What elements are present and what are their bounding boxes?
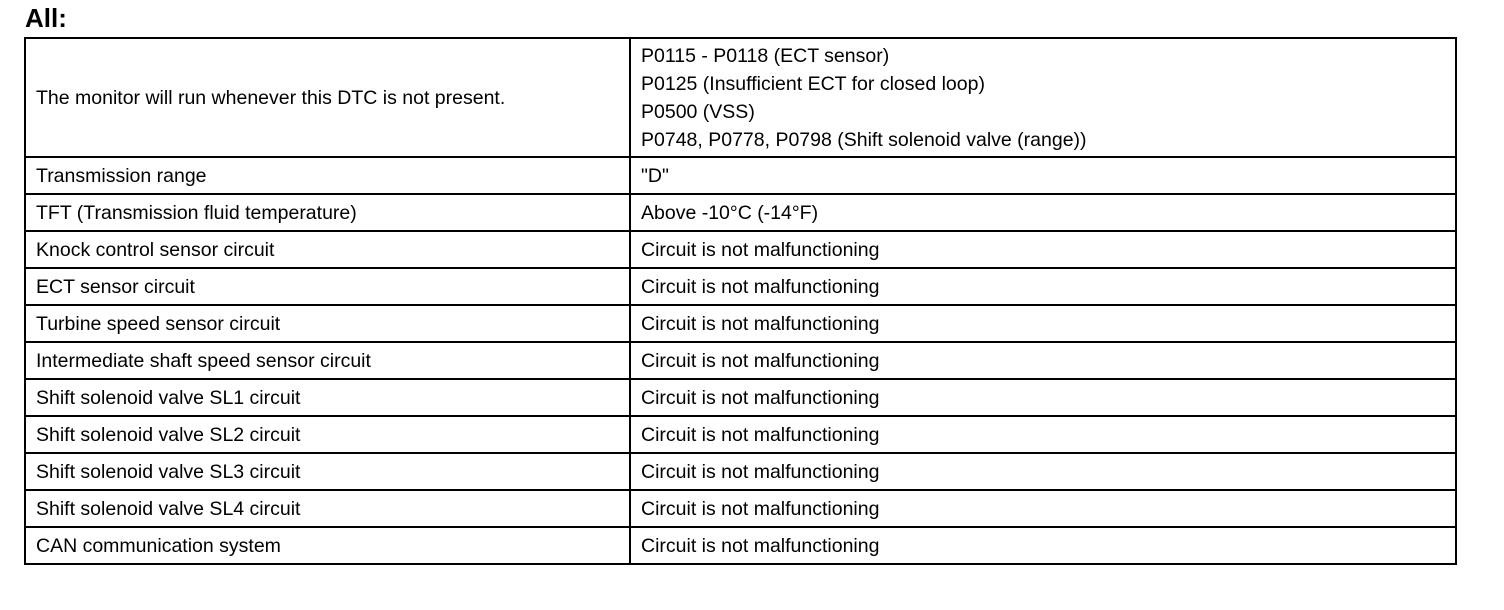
condition-value-cell: Circuit is not malfunctioning — [630, 268, 1456, 305]
table-row — [25, 194, 1456, 231]
table-row — [25, 231, 1456, 268]
condition-label-cell: Shift solenoid valve SL3 circuit — [25, 453, 630, 490]
table-row — [25, 305, 1456, 342]
condition-value-cell: Circuit is not malfunctioning — [630, 527, 1456, 564]
condition-value-cell: "D" — [630, 157, 1456, 194]
dtc-line: P0748, P0778, P0798 (Shift solenoid valve (range)) — [641, 128, 1087, 151]
condition-value-cell: Circuit is not malfunctioning — [630, 342, 1456, 379]
condition-label-cell: Transmission range — [25, 157, 630, 194]
condition-label-cell: Knock control sensor circuit — [25, 231, 630, 268]
table-row — [25, 416, 1456, 453]
condition-label-cell: CAN communication system — [25, 527, 630, 564]
dtc-line: P0125 (Insufficient ECT for closed loop) — [641, 72, 985, 95]
condition-value-cell: Above -10°C (-14°F) — [630, 194, 1456, 231]
section-heading: All: — [25, 3, 67, 33]
table-row — [25, 157, 1456, 194]
table-row — [25, 268, 1456, 305]
condition-value-cell: Circuit is not malfunctioning — [630, 453, 1456, 490]
condition-label-cell: Shift solenoid valve SL2 circuit — [25, 416, 630, 453]
condition-value-cell: Circuit is not malfunctioning — [630, 490, 1456, 527]
condition-value-cell: Circuit is not malfunctioning — [630, 231, 1456, 268]
table-row — [25, 527, 1456, 564]
table-row — [25, 342, 1456, 379]
condition-label-cell: Turbine speed sensor circuit — [25, 305, 630, 342]
table-row — [25, 379, 1456, 416]
monitor-conditions-table — [24, 37, 1457, 565]
condition-label-cell: Shift solenoid valve SL1 circuit — [25, 379, 630, 416]
dtc-line: P0500 (VSS) — [641, 100, 755, 123]
condition-label-cell: Intermediate shaft speed sensor circuit — [25, 342, 630, 379]
condition-value-cell: Circuit is not malfunctioning — [630, 305, 1456, 342]
condition-label-cell: The monitor will run whenever this DTC is not present. — [25, 38, 630, 157]
condition-value-cell: Circuit is not malfunctioning — [630, 379, 1456, 416]
table-row — [25, 490, 1456, 527]
condition-label-cell: ECT sensor circuit — [25, 268, 630, 305]
table-row — [25, 453, 1456, 490]
condition-label-cell: TFT (Transmission fluid temperature) — [25, 194, 630, 231]
condition-value-cell: Circuit is not malfunctioning — [630, 416, 1456, 453]
dtc-line: P0115 - P0118 (ECT sensor) — [641, 44, 890, 67]
dtc-list-cell — [630, 38, 1456, 157]
table-row — [25, 38, 1456, 157]
condition-label-cell: Shift solenoid valve SL4 circuit — [25, 490, 630, 527]
